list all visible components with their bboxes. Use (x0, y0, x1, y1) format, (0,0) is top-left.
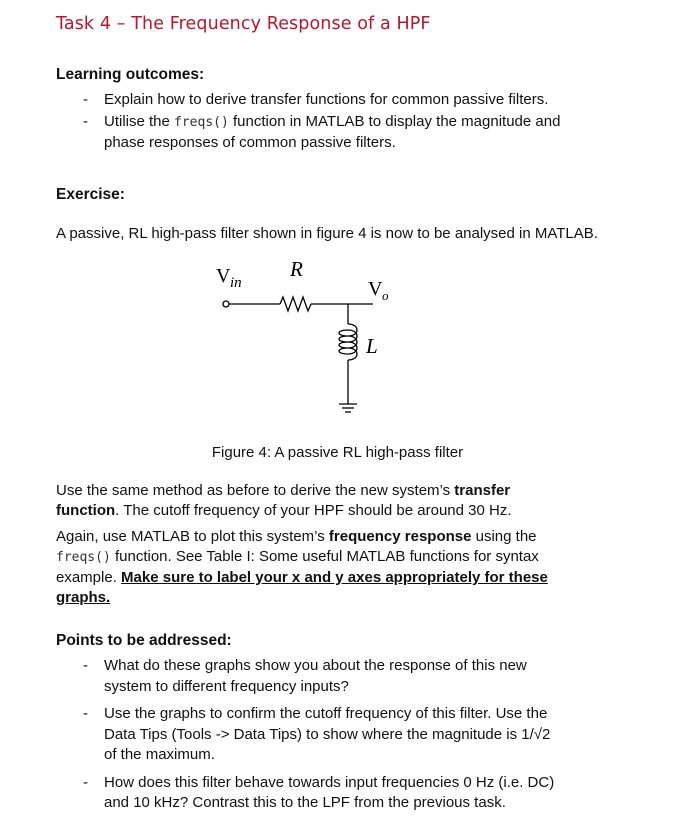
points-list (56, 656, 656, 814)
list-item: - Utilise the freqs() function in MATLAB to display the magnitude and phase responses of common passive filters. (83, 112, 561, 151)
exercise-heading: Exercise: (56, 186, 125, 203)
vin-label: V (216, 265, 231, 287)
figure-caption: Figure 4: A passive RL high-pass filter (211, 444, 464, 461)
bold-text: frequency response (328, 528, 472, 545)
learning-outcomes-list (56, 90, 656, 154)
paragraph-transfer-function: Use the same method as before to derive the new system’s transfer function. The cutoff frequency of your HPF should be around 30 Hz. (56, 482, 512, 519)
list-item: - Use the graphs to confirm the cutoff frequency of this filter. Use the Data Tips (Tools -> Data Tips) to show where the magnitude is 1/√2 of the maximum. (83, 705, 551, 763)
list-item: - What do these graphs show you about the response of this new system to different frequency inputs? (83, 657, 527, 695)
bullet-dash: - (83, 91, 88, 108)
exercise-intro: A passive, RL high-pass filter shown in figure 4 is now to be analysed in MATLAB. (56, 225, 598, 242)
bullet-dash: - (83, 773, 88, 791)
list-item: - Explain how to derive transfer functions for common passive filters. (56, 90, 656, 111)
page-title: Task 4 – The Frequency Response of a HPF (56, 14, 431, 34)
vin-subscript: in (230, 275, 242, 291)
inline-code: freqs() (56, 550, 111, 565)
resistor-label: R (290, 257, 303, 281)
input-terminal (223, 301, 229, 307)
bullet-dash: - (83, 112, 88, 130)
bullet-dash: - (83, 705, 88, 722)
bold-text: function (56, 502, 116, 519)
vo-subscript: o (382, 288, 389, 303)
inductor-label: L (366, 334, 378, 358)
bold-text: transfer (454, 482, 511, 499)
learning-outcomes-heading: Learning outcomes: (56, 66, 205, 83)
paragraph-frequency-response: Again, use MATLAB to plot this system’s frequency response using the freqs() function. See Table I: Some useful MATLAB functions for syntax example. Make sure to label your x and y axes appropriately for these graphs. (56, 528, 548, 606)
underlined-instruction: Make sure to label your x and y axes appropriately for these (121, 569, 548, 586)
points-heading: Points to be addressed: (56, 632, 232, 649)
inductor (339, 324, 357, 360)
rl-highpass-circuit (210, 252, 410, 422)
bullet-dash: - (83, 657, 88, 674)
underlined-instruction: graphs. (56, 589, 111, 606)
list-item: - How does this filter behave towards input frequencies 0 Hz (i.e. DC) and 10 kHz? Contrast this to the LPF from the previous task. (83, 773, 555, 811)
resistor (280, 297, 311, 311)
vo-label: V (368, 278, 383, 300)
inline-code: freqs() (174, 114, 229, 130)
